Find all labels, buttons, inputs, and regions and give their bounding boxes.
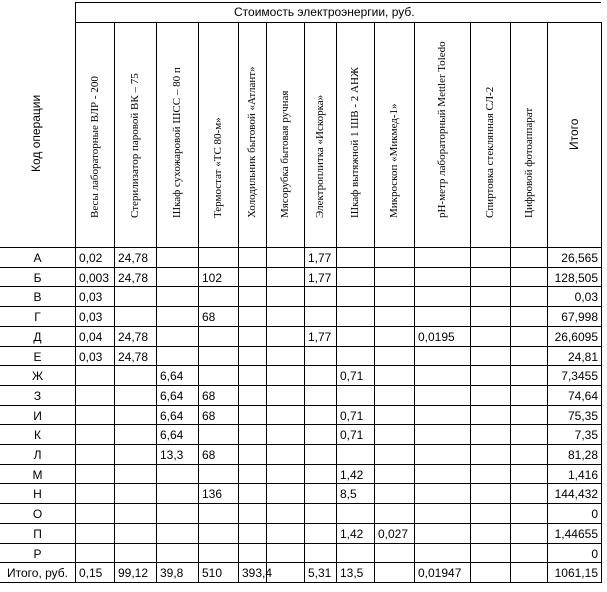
table-cell: 0,03 <box>79 310 103 325</box>
column-header: Электроплитка «Искорка» <box>314 94 326 218</box>
row-code: П <box>33 526 42 541</box>
table-cell: 0 <box>591 507 598 522</box>
table-cell: 24,78 <box>118 329 149 344</box>
column-header: pH-метр лабораторный Mettler Toledo <box>436 41 448 218</box>
total-cell: 510 <box>202 566 223 581</box>
column-header: Цифровой фотоаппарат <box>522 107 535 218</box>
table-cell: 144,432 <box>554 487 598 502</box>
table-cell: 0 <box>591 546 598 561</box>
row-code: Г <box>34 310 41 325</box>
column-header: Холодильник бытовой «Атлант» <box>246 66 258 218</box>
table-cell: 0,04 <box>79 329 103 344</box>
row-code: О <box>32 507 43 522</box>
row-code: З <box>33 388 42 403</box>
table-cell: 6,64 <box>160 428 184 443</box>
table-cell: 1,42 <box>340 526 364 541</box>
total-row-label: Итого, руб. <box>7 566 68 581</box>
total-cell: 5,31 <box>308 566 332 581</box>
row-code: А <box>33 251 42 265</box>
table-cell: 0,0195 <box>418 329 455 344</box>
column-header: Весы лабораторные ВЛР - 200 <box>88 76 101 218</box>
table-cell: 6,64 <box>160 369 184 384</box>
total-cell: 1061,15 <box>554 566 598 581</box>
table-cell: 68 <box>202 448 216 462</box>
table-cell: 24,78 <box>118 349 149 364</box>
column-header: Шкаф сухожаровой ШСС – 80 п <box>171 67 183 218</box>
total-cell: 393,4 <box>242 566 273 581</box>
row-code: М <box>32 467 43 482</box>
column-header: Спиртовка стеклянная СЛ-2 <box>484 86 496 218</box>
table-cell: 7,35 <box>574 428 598 443</box>
total-cell: 0,01947 <box>418 566 462 581</box>
table-cell: 7,3455 <box>561 369 598 384</box>
table-cell: 13,3 <box>160 448 184 462</box>
table-cell: 24,78 <box>118 251 149 265</box>
row-code: Р <box>33 546 42 561</box>
table-cell: 1,77 <box>308 251 332 265</box>
column-header: Итого <box>567 118 581 150</box>
column-header: Микроскоп «Микмед-1» <box>388 103 400 218</box>
table-cell: 24,78 <box>118 270 149 285</box>
table-cell: 0,027 <box>378 526 409 541</box>
table-cell: 102 <box>202 270 223 285</box>
table-cell: 1,42 <box>340 467 364 482</box>
table-cell: 136 <box>202 487 223 502</box>
table-cell: 0,03 <box>79 349 103 364</box>
row-code: Д <box>33 329 42 344</box>
table-cell: 1,77 <box>308 270 332 285</box>
total-cell: 39,8 <box>160 566 184 581</box>
column-header: Стерилизатор паровой ВК – 75 <box>129 73 141 218</box>
table-cell: 8,5 <box>340 487 357 502</box>
column-header: Мясорубка бытовая ручная <box>279 90 291 218</box>
column-header: Шкаф вытяжной 1 ШВ - 2 АНЖ <box>349 67 361 218</box>
table-cell: 68 <box>202 310 216 325</box>
row-code: Б <box>33 270 42 285</box>
table-cell: 0,02 <box>79 251 103 265</box>
total-cell: 99,12 <box>118 566 149 581</box>
row-code: Л <box>33 448 42 462</box>
column-header: Термостат «ТС 80-м» <box>212 117 224 218</box>
table-cell: 68 <box>202 408 216 423</box>
table-cell: 0,71 <box>340 428 364 443</box>
table-cell: 6,64 <box>160 408 184 423</box>
table-cell: 0,003 <box>79 270 110 285</box>
group-header: Стоимость электроэнергии, руб. <box>234 5 415 19</box>
table-cell: 24,81 <box>567 349 598 364</box>
table-cell: 26,565 <box>561 251 598 265</box>
table-cell: 128,505 <box>554 270 598 285</box>
table-cell: 75,35 <box>567 408 598 423</box>
row-code: И <box>33 408 42 423</box>
table-cell: 67,998 <box>561 310 598 325</box>
table-cell: 1,416 <box>567 467 598 482</box>
row-header: Код операции <box>29 94 43 172</box>
row-code: Н <box>33 487 42 502</box>
table-cell: 0,03 <box>79 290 103 305</box>
row-code: Е <box>33 349 42 364</box>
row-code: К <box>34 428 41 443</box>
table-cell: 0,71 <box>340 369 364 384</box>
table-cell: 74,64 <box>567 388 598 403</box>
row-code: В <box>33 290 42 305</box>
table-cell: 68 <box>202 388 216 403</box>
table-cell: 0,71 <box>340 408 364 423</box>
total-cell: 0,15 <box>79 566 103 581</box>
table-cell: 26,6095 <box>554 329 598 344</box>
row-code: Ж <box>31 369 44 384</box>
table-cell: 1,77 <box>308 329 332 344</box>
table-cell: 81,28 <box>567 448 598 462</box>
table-cell: 1,44655 <box>554 526 598 541</box>
table-cell: 0,03 <box>574 290 598 305</box>
total-cell: 13,5 <box>340 566 364 581</box>
table-cell: 6,64 <box>160 388 184 403</box>
